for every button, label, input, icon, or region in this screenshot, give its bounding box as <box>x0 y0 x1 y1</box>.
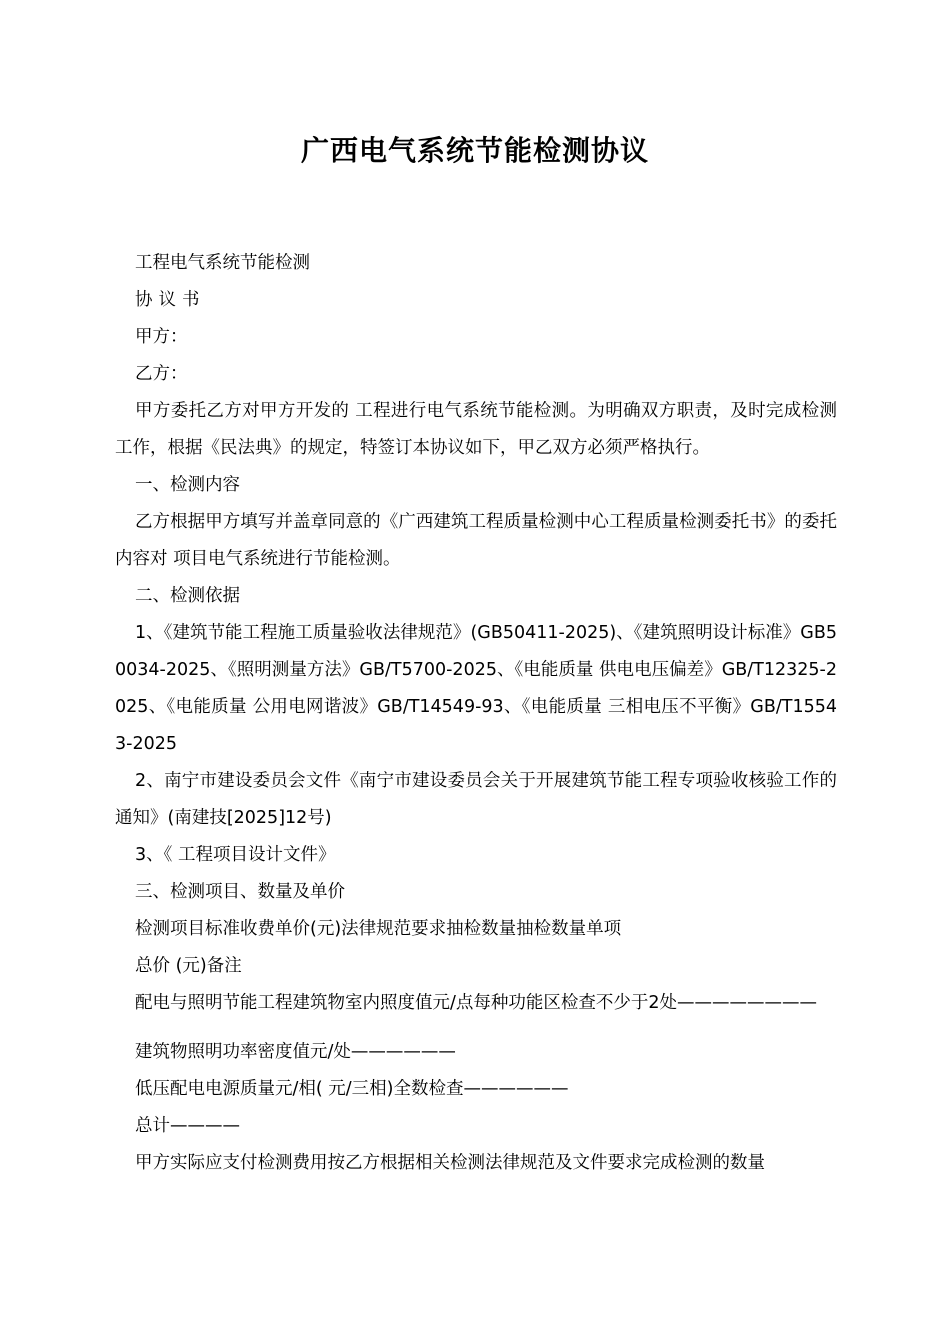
document-title: 广西电气系统节能检测协议 <box>300 134 649 167</box>
table-row-total: 总计———— <box>135 1116 240 1136</box>
table-row-illuminance: 配电与照明节能工程建筑物室内照度值元/点每种功能区检查不少于2处———————— <box>135 993 818 1013</box>
payment-paragraph: 甲方实际应支付检测费用按乙方根据相关检测法律规范及文件要求完成检测的数量 <box>135 1153 765 1173</box>
table-header-line-2: 总价 (元)备注 <box>135 956 242 976</box>
project-name-line: 工程电气系统节能检测 <box>135 253 310 273</box>
party-b-line: 乙方： <box>135 364 188 384</box>
content-paragraph: 乙方根据甲方填写并盖章同意的《广西建筑工程质量检测中心工程质量检测委托书》的委托内容对 项目电气系统进行节能检测。 <box>115 512 837 569</box>
agreement-label: 协议书 <box>135 290 206 310</box>
table-row-power-quality: 低压配电电源质量元/相( 元/三相)全数检查—————— <box>135 1079 569 1099</box>
table-row-power-density: 建筑物照明功率密度值元/处—————— <box>135 1042 456 1062</box>
document-body <box>115 245 837 1182</box>
basis-item-3: 3、《 工程项目设计文件》 <box>135 845 336 865</box>
basis-item-1: 1、《建筑节能工程施工质量验收法律规范》(GB50411-2025)、《建筑照明设计标准》GB50034-2025、《照明测量方法》GB/T5700-2025、《电能质量 供电电压偏差》GB/T12325-2025、《电能质量 公用电网谐波》GB/T14549-93、《电能质量 三相电压不平衡》GB/T15543-2025 <box>115 623 837 754</box>
section-heading-items: 三、检测项目、数量及单价 <box>135 882 345 902</box>
intro-paragraph: 甲方委托乙方对甲方开发的 工程进行电气系统节能检测。为明确双方职责，及时完成检测工作，根据《民法典》的规定，特签订本协议如下，甲乙双方必须严格执行。 <box>115 401 837 458</box>
party-a-line: 甲方： <box>135 327 188 347</box>
basis-item-2: 2、南宁市建设委员会文件《南宁市建设委员会关于开展建筑节能工程专项验收核验工作的通知》(南建技[2025]12号) <box>115 771 837 828</box>
table-header-line-1: 检测项目标准收费单价(元)法律规范要求抽检数量抽检数量单项 <box>135 919 622 939</box>
section-heading-basis: 二、检测依据 <box>135 586 240 606</box>
section-heading-content: 一、检测内容 <box>135 475 240 495</box>
